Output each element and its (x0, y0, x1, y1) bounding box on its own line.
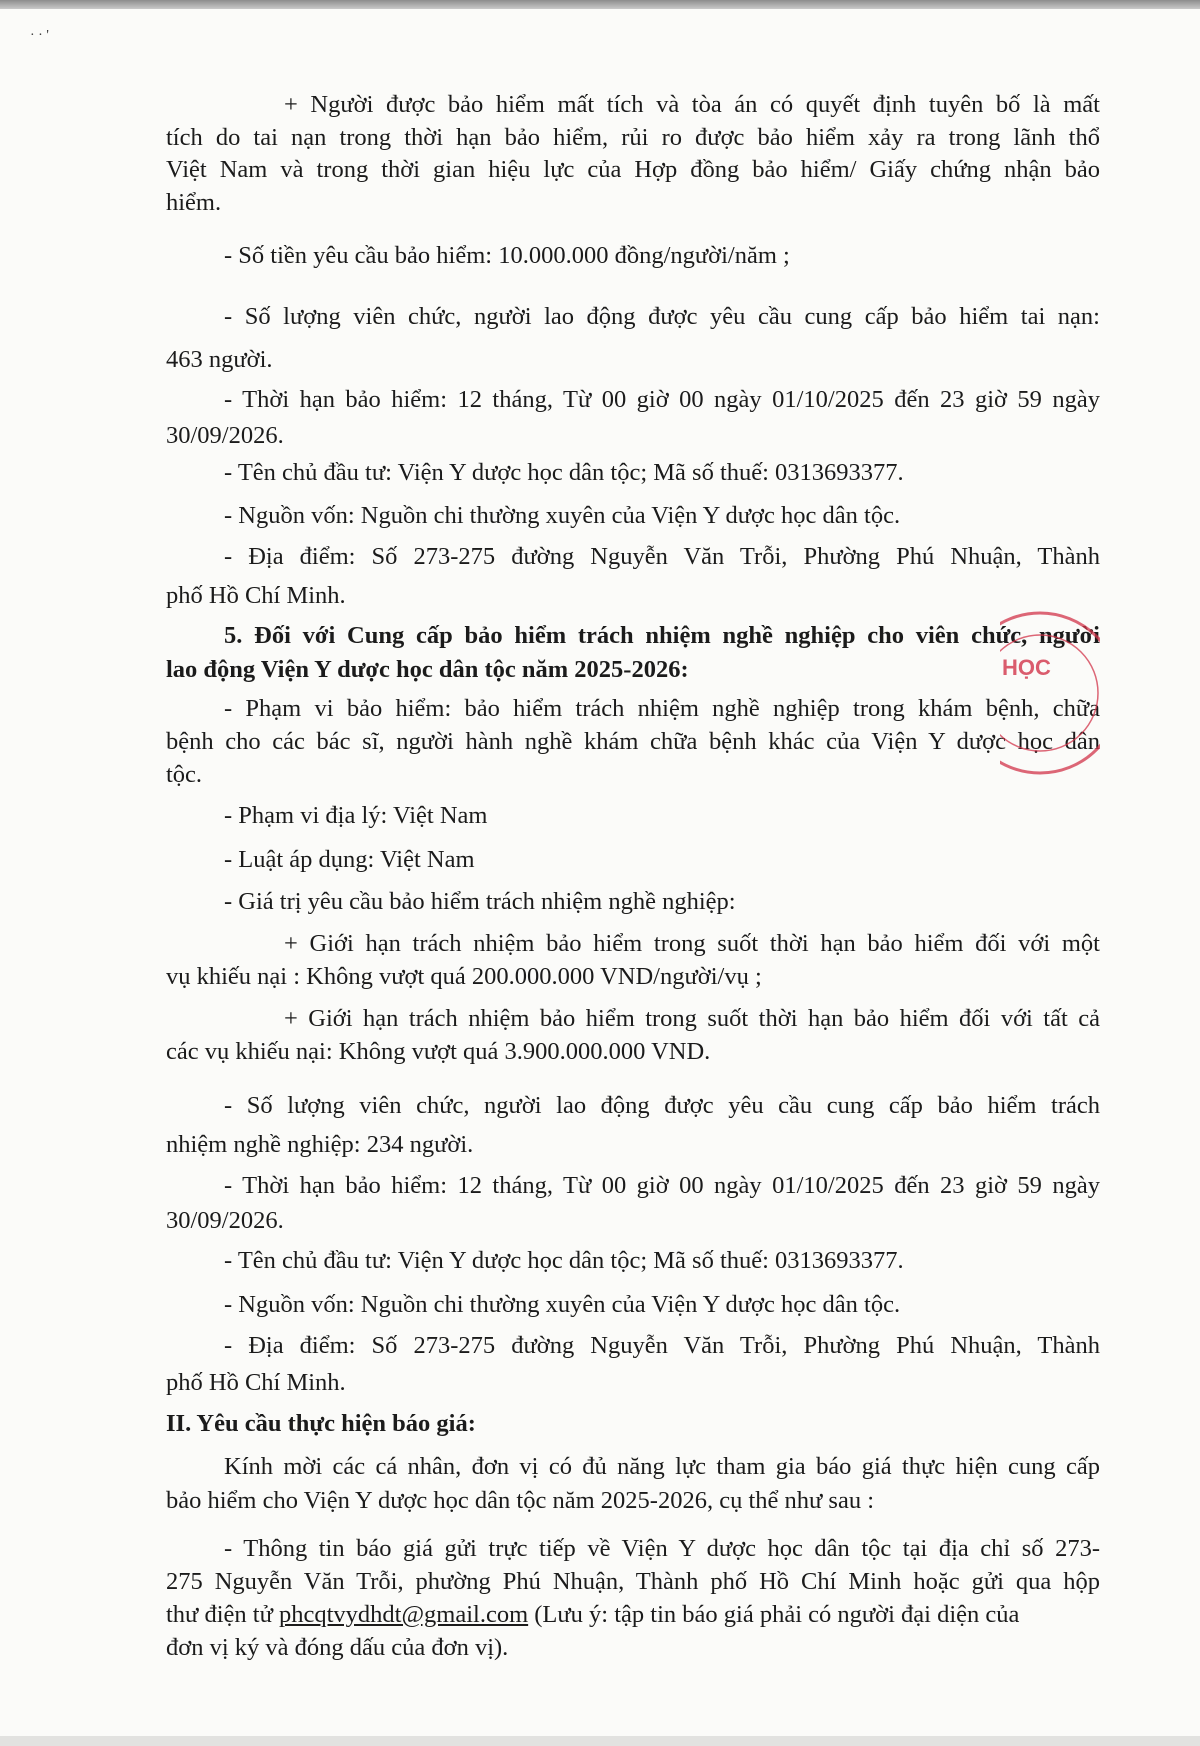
text-line: - Địa điểm: Số 273-275 đường Nguyễn Văn Trỗi, Phường Phú Nhuận, Thành (224, 543, 1100, 570)
text-line: 275 Nguyễn Văn Trỗi, phường Phú Nhuận, Thành phố Hồ Chí Minh hoặc gửi qua hộp (166, 1568, 1100, 1595)
text-line: 30/09/2026. (166, 1207, 284, 1234)
stamp-text: HỌC (1002, 655, 1051, 680)
scan-edge-bottom (0, 1736, 1200, 1746)
section-heading: II. Yêu cầu thực hiện báo giá: (166, 1410, 476, 1437)
section-heading: lao động Viện Y dược học dân tộc năm 2025-2026: (166, 656, 689, 683)
text-line: + Giới hạn trách nhiệm bảo hiểm trong suốt thời hạn bảo hiểm đối với tất cả (284, 1005, 1100, 1032)
text-line: 30/09/2026. (166, 422, 284, 449)
email-line-suffix: (Lưu ý: tập tin báo giá phải có người đại diện của (528, 1601, 1020, 1628)
text-line: đơn vị ký và đóng dấu của đơn vị). (166, 1634, 509, 1661)
text-line: - Thông tin báo giá gửi trực tiếp về Viện Y dược học dân tộc tại địa chỉ số 273- (224, 1535, 1100, 1562)
text-line: - Thời hạn bảo hiểm: 12 tháng, Từ 00 giờ 00 ngày 01/10/2025 đến 23 giờ 59 ngày (224, 1172, 1100, 1199)
corner-mark: · · ' (30, 28, 49, 43)
email-link[interactable]: phcqtvydhdt@gmail.com (278, 1601, 529, 1628)
text-line: - Nguồn vốn: Nguồn chi thường xuyên của Viện Y dược học dân tộc. (224, 1291, 901, 1318)
text-line: - Nguồn vốn: Nguồn chi thường xuyên của Viện Y dược học dân tộc. (224, 502, 901, 529)
text-line: - Phạm vi địa lý: Việt Nam (224, 802, 488, 829)
text-line: tích do tai nạn trong thời hạn bảo hiểm, rủi ro được bảo hiểm xảy ra trong lãnh thổ (166, 124, 1100, 151)
text-line: - Tên chủ đầu tư: Viện Y dược học dân tộc; Mã số thuế: 0313693377. (224, 459, 904, 486)
text-line: hiểm. (166, 189, 222, 216)
email-line (166, 1600, 1019, 1630)
text-line: - Số lượng viên chức, người lao động được yêu cầu cung cấp bảo hiểm tai nạn: (224, 303, 1100, 330)
scan-edge-top (0, 0, 1200, 9)
text-line: vụ khiếu nại : Không vượt quá 200.000.000 VND/người/vụ ; (166, 963, 762, 990)
text-line: - Địa điểm: Số 273-275 đường Nguyễn Văn Trỗi, Phường Phú Nhuận, Thành (224, 1332, 1100, 1359)
text-line: - Giá trị yêu cầu bảo hiểm trách nhiệm nghề nghiệp: (224, 888, 736, 915)
text-line: - Phạm vi bảo hiểm: bảo hiểm trách nhiệm nghề nghiệp trong khám bệnh, chữa (224, 695, 1100, 722)
text-line: 463 người. (166, 346, 273, 373)
text-line: Việt Nam và trong thời gian hiệu lực của Hợp đồng bảo hiểm/ Giấy chứng nhận bảo (166, 156, 1100, 183)
text-line: - Luật áp dụng: Việt Nam (224, 846, 475, 873)
text-line: nhiệm nghề nghiệp: 234 người. (166, 1131, 474, 1158)
text-line: - Tên chủ đầu tư: Viện Y dược học dân tộc; Mã số thuế: 0313693377. (224, 1247, 904, 1274)
text-line: + Người được bảo hiểm mất tích và tòa án có quyết định tuyên bố là mất (284, 91, 1100, 118)
text-line: - Số lượng viên chức, người lao động được yêu cầu cung cấp bảo hiểm trách (224, 1092, 1100, 1119)
text-line: phố Hồ Chí Minh. (166, 1369, 346, 1396)
section-heading: 5. Đối với Cung cấp bảo hiểm trách nhiệm nghề nghiệp cho viên chức, người (224, 622, 1100, 649)
text-line: bệnh cho các bác sĩ, người hành nghề khám chữa bệnh khác của Viện Y dược học dân (166, 728, 1100, 755)
text-line: tộc. (166, 761, 203, 788)
text-line: - Thời hạn bảo hiểm: 12 tháng, Từ 00 giờ 00 ngày 01/10/2025 đến 23 giờ 59 ngày (224, 386, 1100, 413)
text-line: - Số tiền yêu cầu bảo hiểm: 10.000.000 đồng/người/năm ; (224, 242, 790, 269)
text-line: + Giới hạn trách nhiệm bảo hiểm trong suốt thời hạn bảo hiểm đối với một (284, 930, 1100, 957)
text-line: bảo hiểm cho Viện Y dược học dân tộc năm 2025-2026, cụ thể như sau : (166, 1487, 874, 1514)
text-line: Kính mời các cá nhân, đơn vị có đủ năng lực tham gia báo giá thực hiện cung cấp (224, 1453, 1100, 1480)
text-line: các vụ khiếu nại: Không vượt quá 3.900.000.000 VND. (166, 1038, 711, 1065)
email-line-prefix: thư điện tử (166, 1601, 279, 1628)
text-line: phố Hồ Chí Minh. (166, 582, 346, 609)
